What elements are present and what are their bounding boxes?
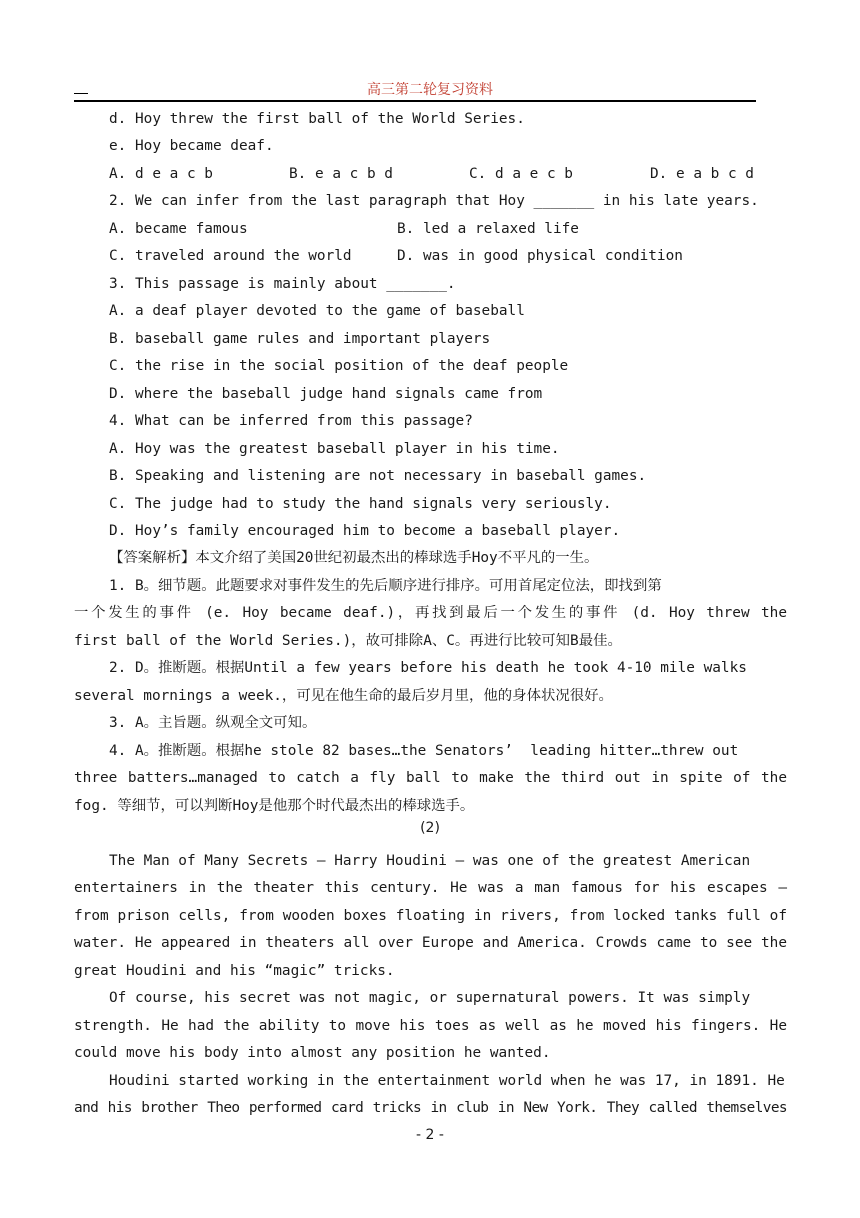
q4-option-b: B. Speaking and listening are not necessary in baseball games.	[109, 468, 647, 484]
q2-option-b: B. led a relaxed life	[397, 221, 579, 237]
q4-option-a: A. Hoy was the greatest baseball player in his time.	[109, 441, 560, 457]
header-dash	[74, 93, 88, 94]
page-number: - 2 -	[416, 1127, 444, 1143]
q3-option-c: C. the rise in the social position of the deaf people	[109, 358, 569, 374]
answer-4-line-2: three batters…managed to catch a fly ball to make the third out in spite of the	[74, 770, 787, 786]
answer-1-line-2: 一个发生的事件 (e. Hoy became deaf.)，再找到最后一个发生的事件 (d. Hoy threw the	[74, 605, 787, 621]
paragraph-1-line-5: great Houdini and his “magic” tricks.	[74, 963, 395, 979]
answer-3: 3. A。主旨题。纵观全文可知。	[109, 715, 317, 731]
analysis-heading: 【答案解析】本文介绍了美国20世纪初最杰出的棒球选手Hoy不平凡的一生。	[109, 550, 599, 566]
q1-option-a: A. d e a c b	[109, 166, 213, 182]
q2-option-c: C. traveled around the world	[109, 248, 352, 264]
q1-option-b: B. e a c b d	[289, 166, 393, 182]
q4-stem: 4. What can be inferred from this passage?	[109, 413, 473, 429]
paragraph-1-line-2: entertainers in the theater this century. He was a man famous for his escapes —	[74, 880, 787, 896]
option-d-line: d. Hoy threw the first ball of the World Series.	[109, 111, 525, 127]
paragraph-2-line-2: strength. He had the ability to move his toes as well as he moved his fingers. He	[74, 1018, 787, 1034]
paragraph-2-line-3: could move his body into almost any position he wanted.	[74, 1045, 551, 1061]
answer-4-line-1: 4. A。推断题。根据he stole 82 bases…the Senators’ leading hitter…threw out	[109, 743, 739, 759]
paragraph-3-line-1: Houdini started working in the entertainment world when he was 17, in 1891. He	[109, 1073, 785, 1089]
answer-1-line-1: 1. B。细节题。此题要求对事件发生的先后顺序进行排序。可用首尾定位法，即找到第	[109, 578, 662, 594]
paragraph-3-line-2: and his brother Theo performed card tricks in club in New York. They called themselves	[74, 1100, 787, 1116]
q3-stem: 3. This passage is mainly about _______.	[109, 276, 456, 292]
q4-option-d: D. Hoy’s family encouraged him to become a baseball player.	[109, 523, 621, 539]
answer-4-line-3: fog. 等细节，可以判断Hoy是他那个时代最杰出的棒球选手。	[74, 798, 475, 814]
page-header-title: 高三第二轮复习资料	[367, 82, 493, 98]
answer-1-line-3: first ball of the World Series.)，故可排除A、C。再进行比较可知B最佳。	[74, 633, 622, 649]
paragraph-1-line-3: from prison cells, from wooden boxes floating in rivers, from locked tanks full of	[74, 908, 787, 924]
q2-option-a: A. became famous	[109, 221, 248, 237]
paragraph-1-line-4: water. He appeared in theaters all over Europe and America. Crowds came to see the	[74, 935, 787, 951]
q1-option-d: D. e a b c d	[650, 166, 754, 182]
q2-option-d: D. was in good physical condition	[397, 248, 683, 264]
header-rule	[74, 100, 756, 102]
option-e-line: e. Hoy became deaf.	[109, 138, 274, 154]
paragraph-1-line-1: The Man of Many Secrets — Harry Houdini — was one of the greatest American	[109, 853, 751, 869]
q3-option-d: D. where the baseball judge hand signals came from	[109, 386, 543, 402]
answer-2-line-2: several mornings a week.，可见在他生命的最后岁月里，他的身体状况很好。	[74, 688, 613, 704]
q4-option-c: C. The judge had to study the hand signals very seriously.	[109, 496, 612, 512]
q2-stem: 2. We can infer from the last paragraph that Hoy _______ in his late years.	[109, 193, 759, 209]
passage-number: (2)	[420, 820, 440, 836]
answer-2-line-1: 2. D。推断题。根据Until a few years before his death he took 4-10 mile walks	[109, 660, 747, 676]
paragraph-2-line-1: Of course, his secret was not magic, or supernatural powers. It was simply	[109, 990, 751, 1006]
q3-option-b: B. baseball game rules and important players	[109, 331, 491, 347]
q1-option-c: C. d a e c b	[469, 166, 573, 182]
q3-option-a: A. a deaf player devoted to the game of baseball	[109, 303, 525, 319]
